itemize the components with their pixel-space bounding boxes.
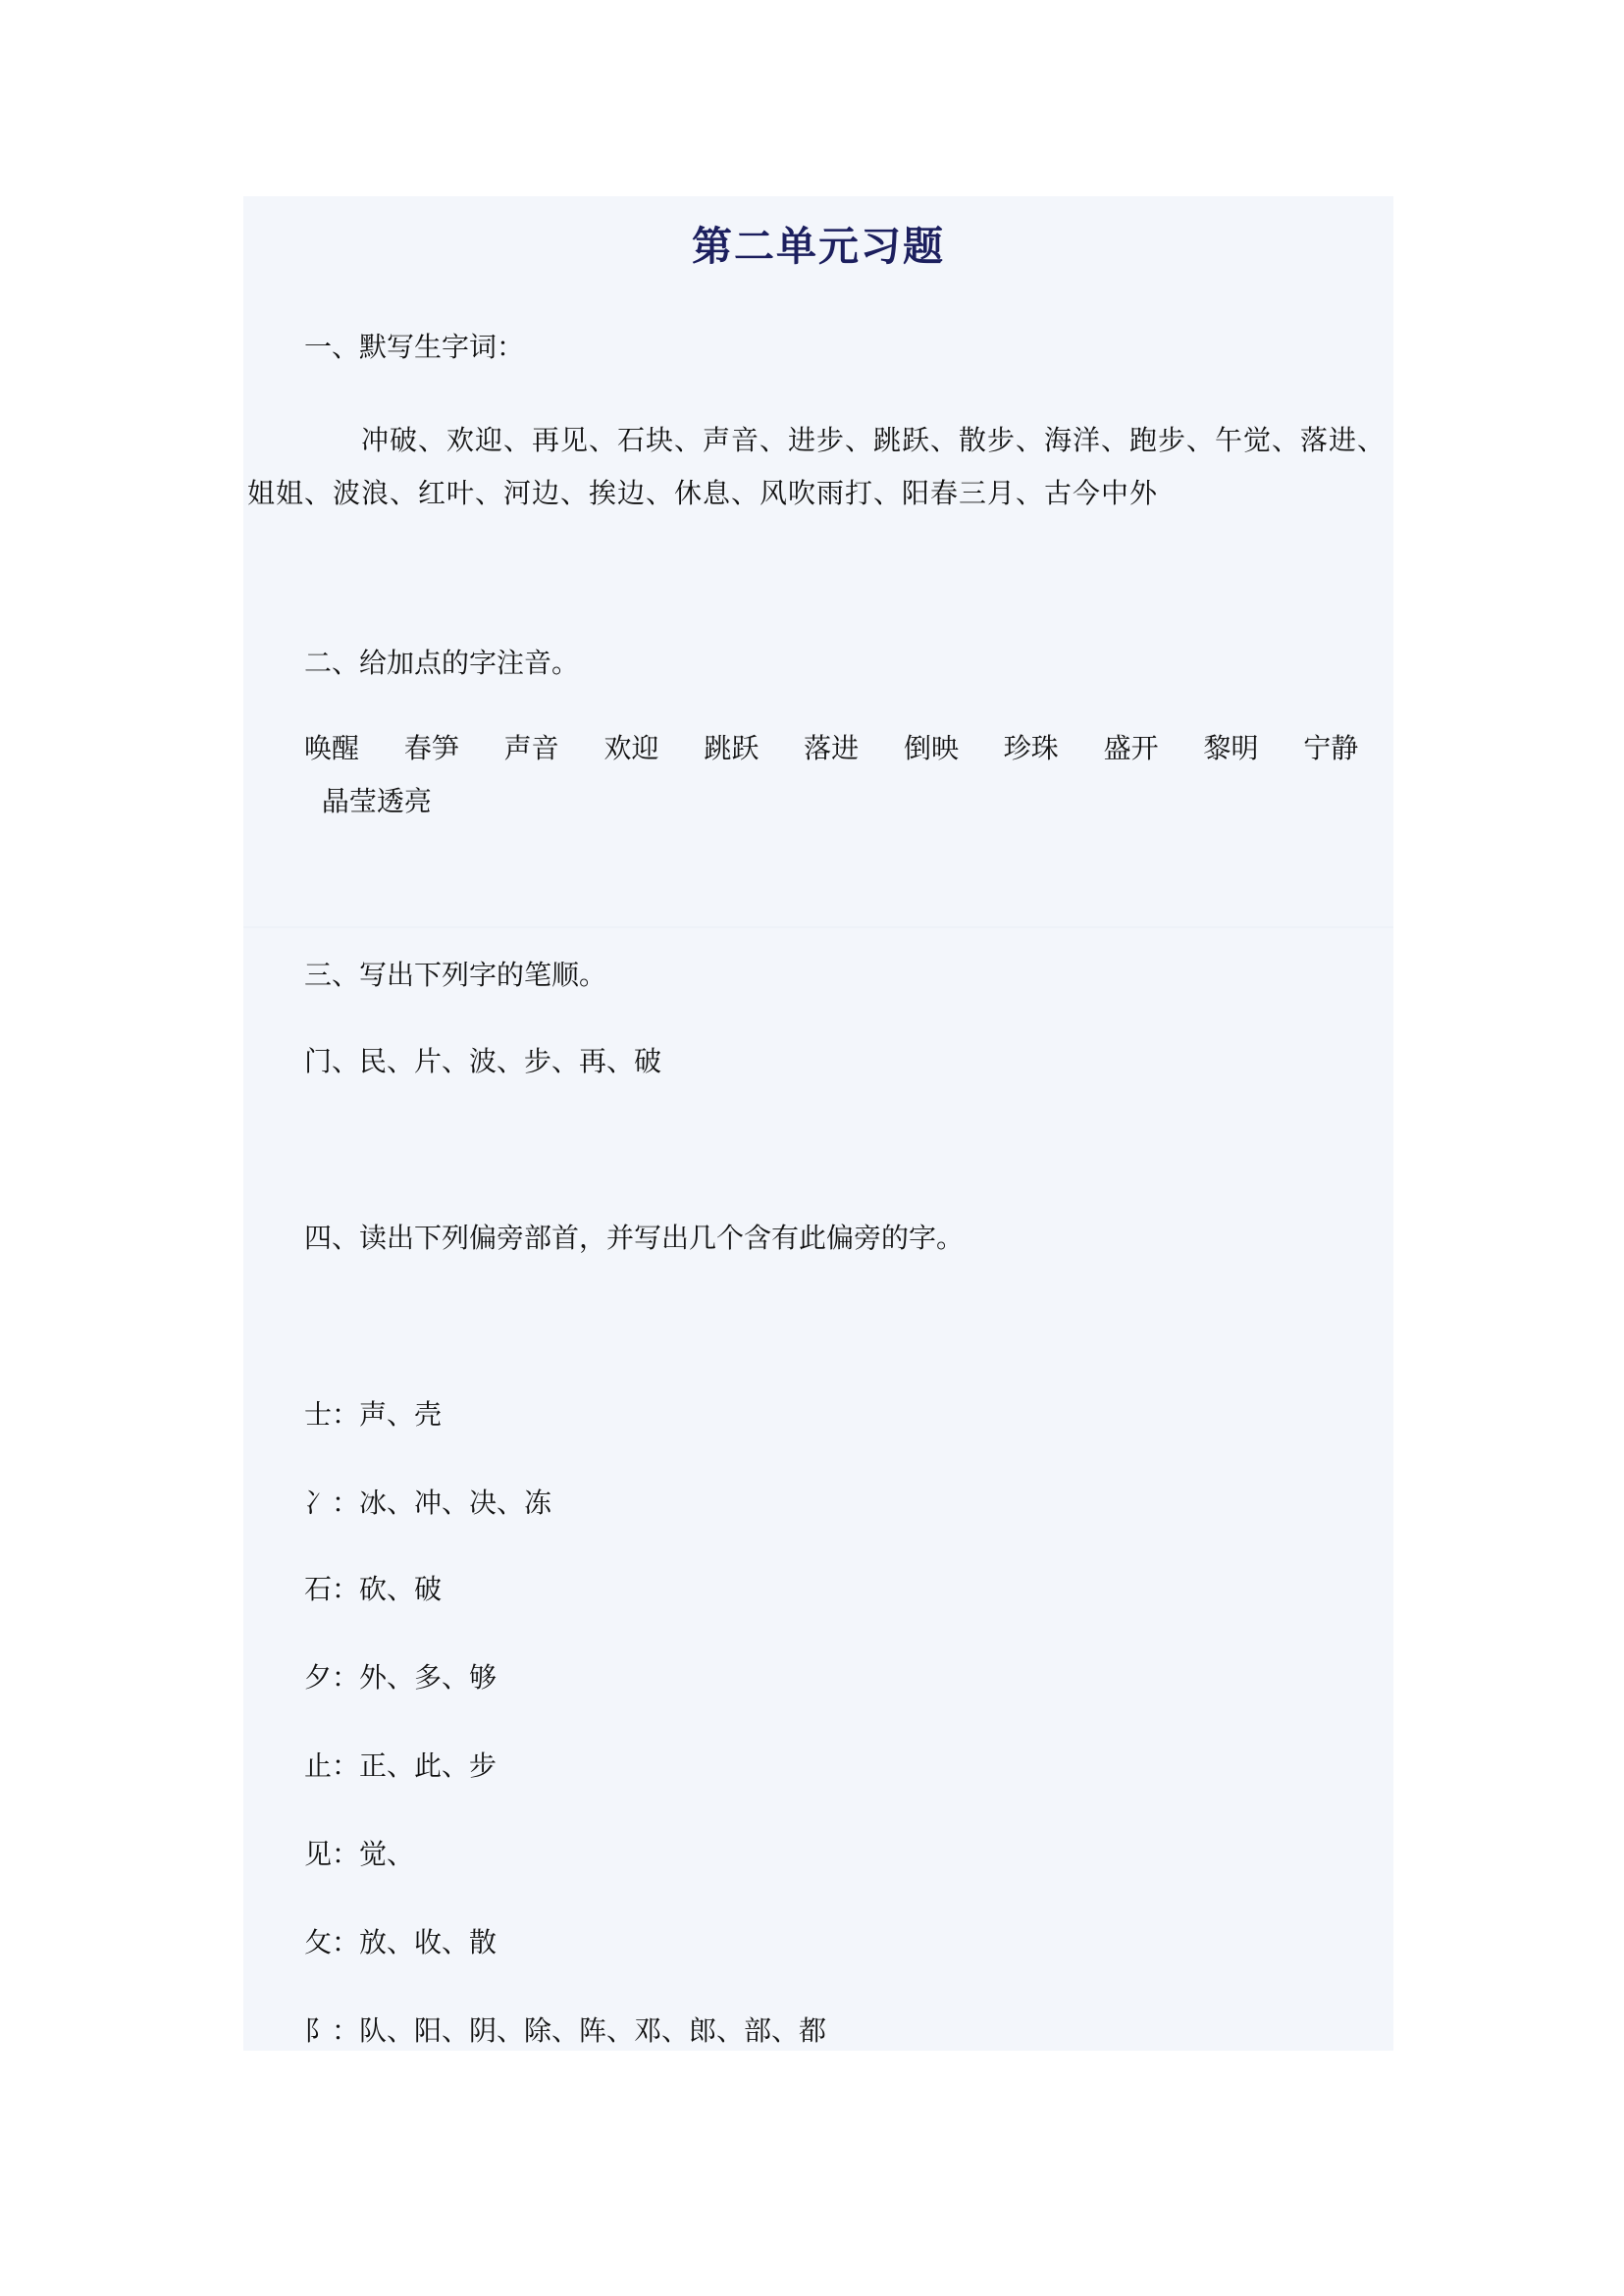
- radical-label: 攵: [304, 1926, 333, 1958]
- radical-chars: ：觉、: [332, 1838, 415, 1870]
- section-2-word-list: [247, 722, 1391, 828]
- page-title: 第二单元习题: [692, 223, 945, 270]
- section-4-heading: 四、读出下列偏旁部首，并写出几个含有此偏旁的字。: [304, 1222, 965, 1254]
- radical-label: 士: [304, 1398, 333, 1431]
- pinyin-word: 宁静: [1303, 732, 1359, 764]
- section-3-chars: 门、民、片、波、步、再、破: [304, 1045, 662, 1077]
- pinyin-word: 珍珠: [1003, 732, 1059, 764]
- radical-chars: ：冰、冲、决、冻: [332, 1487, 552, 1519]
- radical-chars: ：砍、破: [332, 1573, 443, 1605]
- radical-row: [304, 1838, 415, 1870]
- pinyin-word: 落进: [804, 732, 860, 764]
- radical-chars: ：队、阳、阴、除、阵、邓、郎、部、都: [332, 2014, 827, 2047]
- pinyin-word: 唤醒: [304, 732, 360, 764]
- radical-label: 夕: [304, 1661, 333, 1694]
- section-1-words: 冲破、欢迎、再见、石块、声音、进步、跳跃、散步、海洋、跑步、午觉、落进、姐姐、波浪、红叶、河边、挨边、休息、风吹雨打、阳春三月、古今中外: [247, 424, 1387, 509]
- pinyin-word: 盛开: [1103, 732, 1159, 764]
- section-2-heading: 二、给加点的字注音。: [304, 647, 580, 679]
- radical-label: 石: [304, 1573, 333, 1605]
- radical-chars: ：放、收、散: [332, 1926, 498, 1958]
- radical-label: 见: [304, 1838, 333, 1870]
- radical-row: [304, 1661, 498, 1694]
- radical-row: [304, 1489, 551, 1517]
- pinyin-word: 春笋: [403, 732, 459, 764]
- pinyin-word: 晶莹透亮: [321, 785, 432, 817]
- section-3-heading: 三、写出下列字的笔顺。: [304, 959, 607, 991]
- pinyin-word: 跳跃: [704, 732, 760, 764]
- radical-chars: ：声、壳: [332, 1398, 443, 1431]
- radical-row: [304, 1749, 498, 1782]
- radical-label: 冫: [304, 1487, 333, 1519]
- radical-chars: ：外、多、够: [332, 1661, 498, 1694]
- pinyin-word: 欢迎: [603, 732, 659, 764]
- pinyin-word: 声音: [503, 732, 559, 764]
- radical-label: 止: [304, 1749, 333, 1782]
- section-divider: [243, 926, 1393, 928]
- section-1-heading: 一、默写生字词：: [304, 331, 525, 363]
- worksheet-panel: [243, 196, 1393, 2051]
- pinyin-word: 倒映: [903, 732, 959, 764]
- radical-label: 阝: [304, 2014, 333, 2047]
- radical-row: [304, 1573, 443, 1605]
- radical-chars: ：正、此、步: [332, 1749, 498, 1782]
- pinyin-word: 黎明: [1203, 732, 1259, 764]
- radical-row: [304, 2014, 827, 2047]
- radical-row: [304, 1926, 498, 1958]
- radical-row: [304, 1398, 443, 1431]
